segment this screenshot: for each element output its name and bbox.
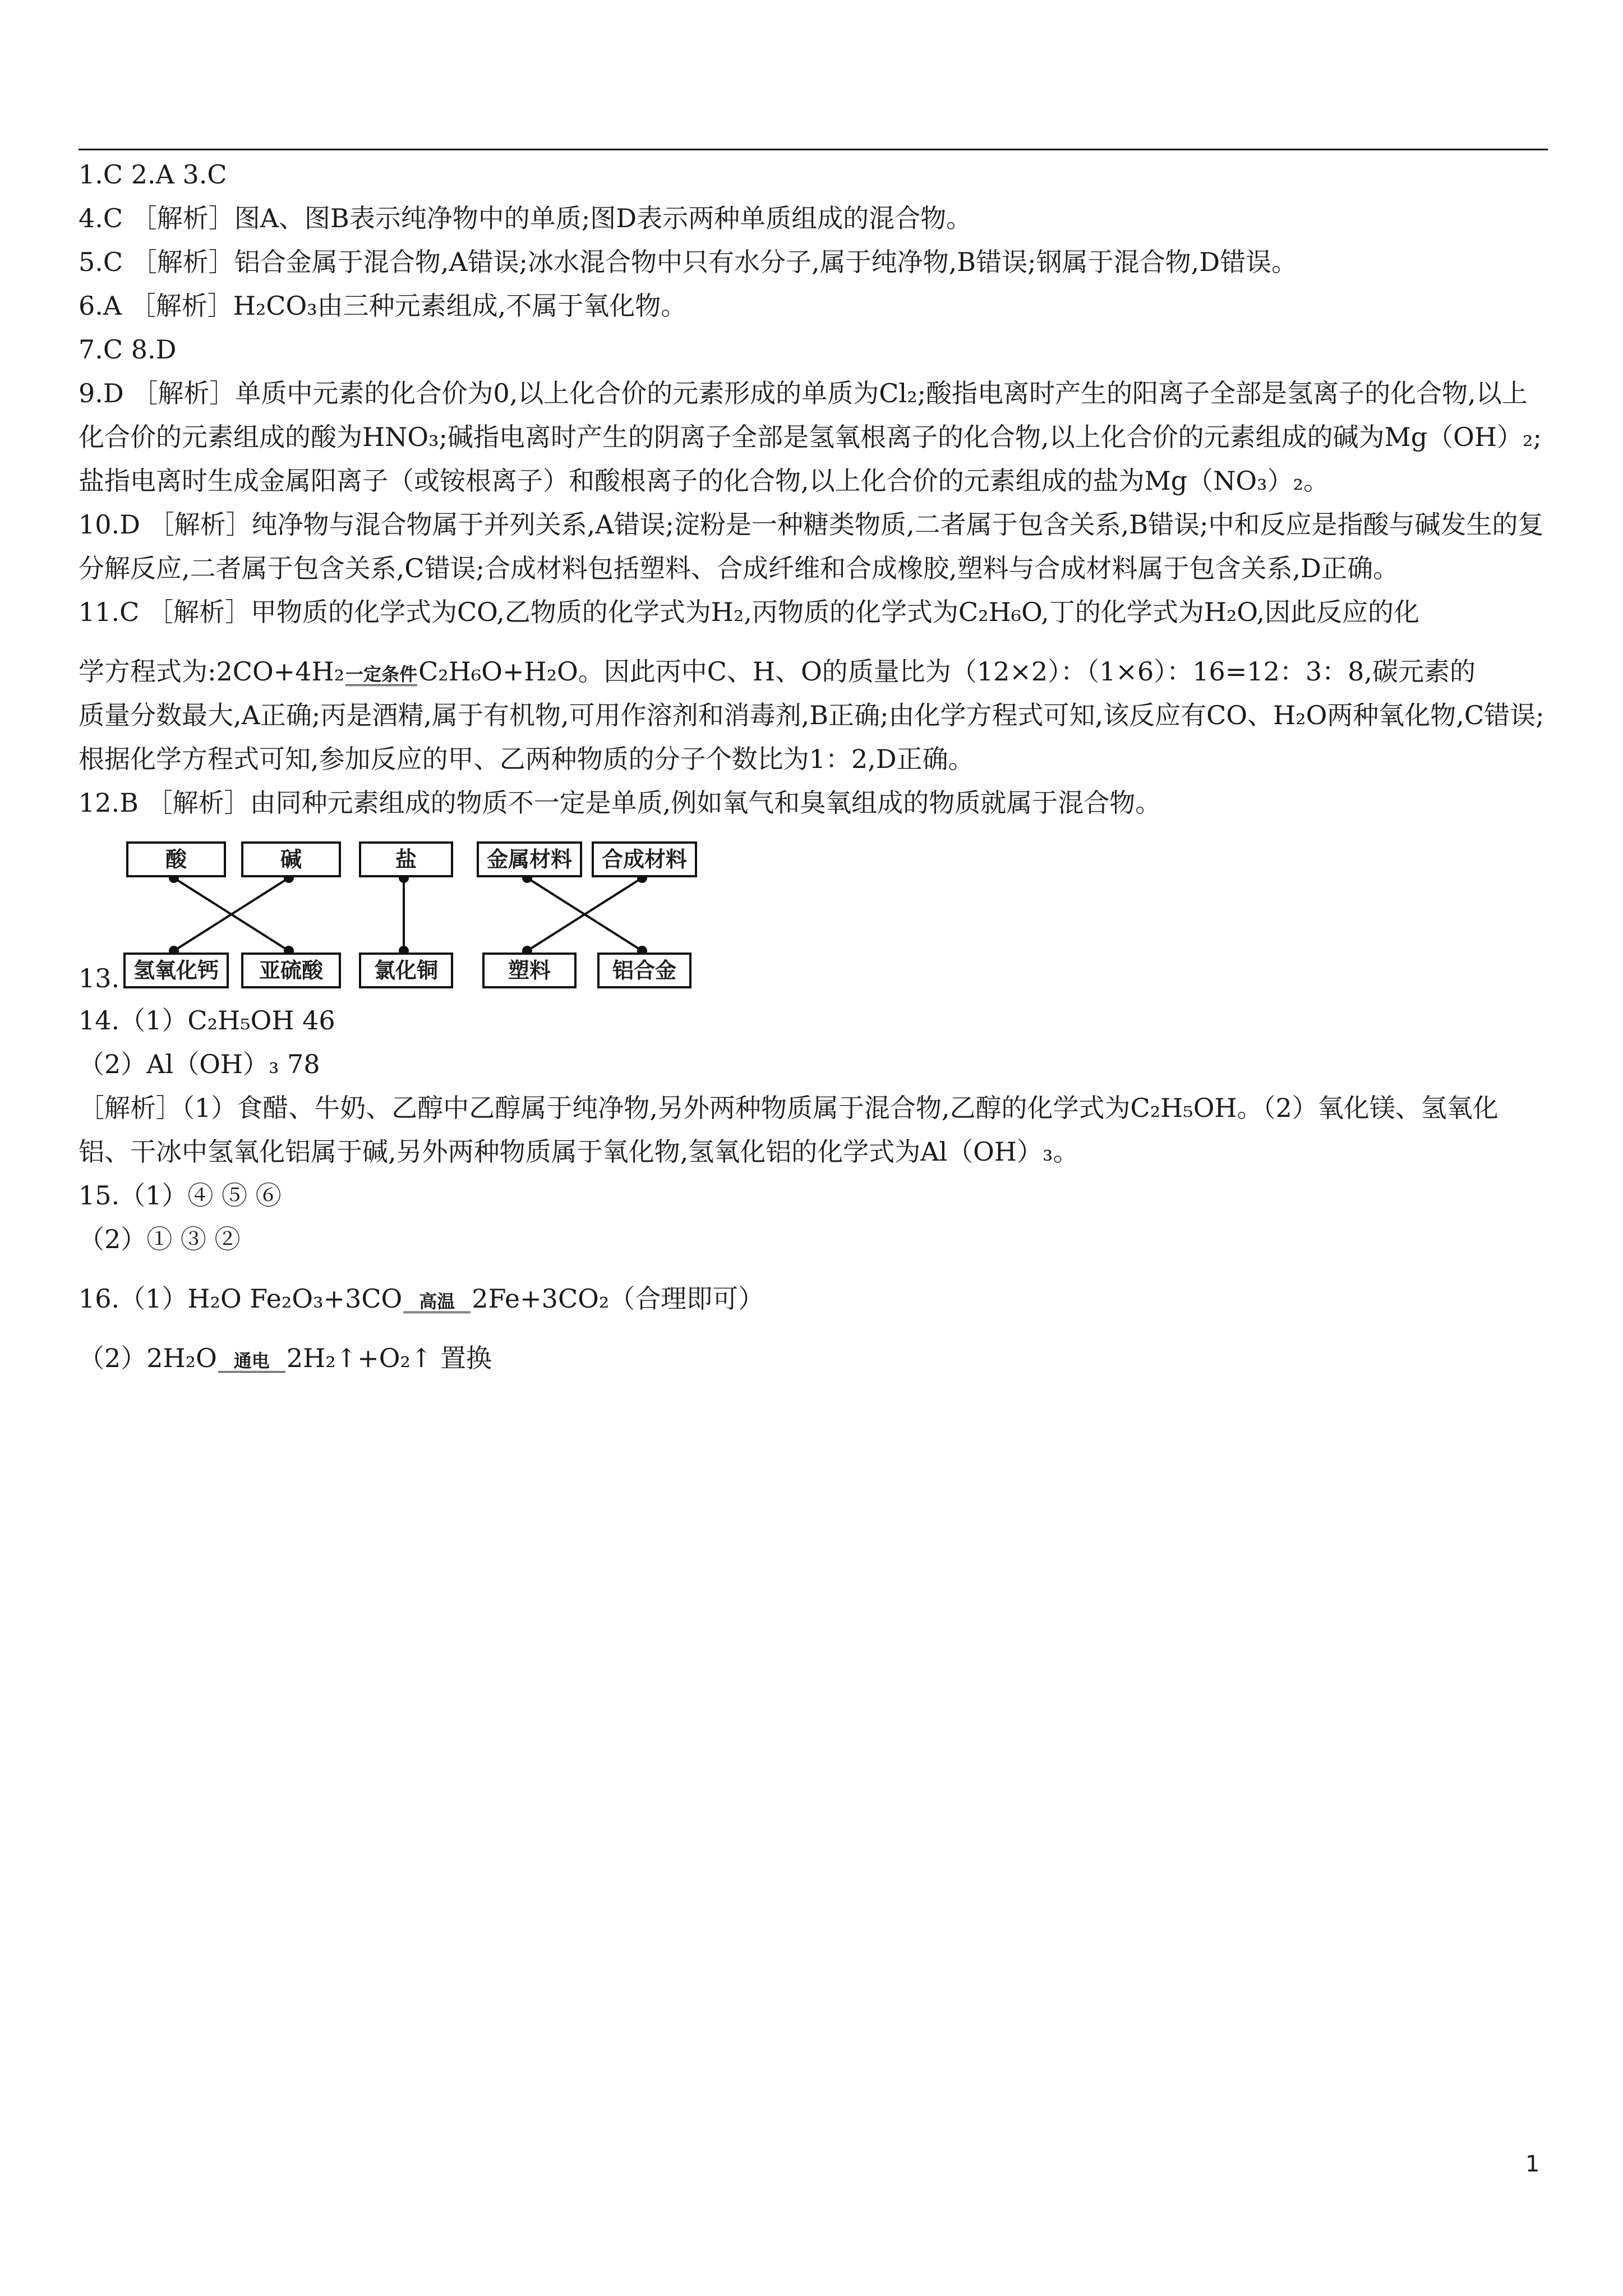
q13-number: 13.: [79, 963, 120, 993]
answer-q16-1: [79, 1277, 1548, 1320]
box-calcium-hydroxide: 氢氧化钙: [123, 953, 229, 988]
top-rule: [79, 149, 1548, 150]
condition-label: 高温: [419, 1291, 455, 1312]
box-base: 碱: [241, 841, 341, 877]
answer-q11-equation: [79, 650, 1548, 693]
answer-q14-2: （2）Al（OH）₃ 78: [79, 1049, 320, 1079]
answer-q11-line1: 11.C ［解析］甲物质的化学式为CO,乙物质的化学式为H₂,丙物质的化学式为C₂H₆O,丁的化学式为H₂O,因此反应的化: [79, 597, 1420, 627]
box-salt: 盐: [359, 841, 453, 877]
answer-q12: 12.B ［解析］由同种元素组成的物质不一定是单质,例如氧气和臭氧组成的物质就属于混合物。: [79, 788, 1161, 818]
answer-q1-3: 1.C 2.A 3.C: [79, 159, 227, 190]
box-copper-chloride: 氯化铜: [359, 953, 453, 988]
answer-q14-explanation: ［解析］（1）食醋、牛奶、乙醇中乙醇属于纯净物,另外两种物质属于混合物,乙醇的化学式为C₂H₅OH。（2）氧化镁、氢氧化铝、干冰中氢氧化铝属于碱,另外两种物质属于氧化物,氢氧化铝的化学式为Al（OH）₃。: [79, 1093, 1498, 1167]
reaction-condition-arrow: [403, 1291, 471, 1315]
equation-right: C₂H₆O+H₂O。因此丙中C、H、O的质量比为（12×2）：（1×6）：16=12：3：8,碳元素的: [418, 656, 1476, 687]
condition-label: 一定条件: [345, 664, 418, 685]
answer-q15-1: 15.（1）④ ⑤ ⑥: [79, 1180, 282, 1211]
box-aluminum-alloy: 铝合金: [597, 953, 691, 988]
box-sulfurous-acid: 亚硫酸: [241, 953, 341, 988]
q16-2-left: （2）2H₂O: [79, 1343, 217, 1373]
equation-left: 学方程式为:2CO+4H₂: [79, 656, 345, 687]
q16-1-left: 16.（1）H₂O Fe₂O₃+3CO: [79, 1283, 403, 1314]
box-metal-materials: 金属材料: [477, 841, 582, 877]
answer-q11-rest: 质量分数最大,A正确;丙是酒精,属于有机物,可用作溶剂和消毒剂,B正确;由化学方程式可知,该反应有CO、H₂O两种氧化物,C错误;根据化学方程式可知,参加反应的甲、乙两种物质的分子个数比为1：2,D正确。: [79, 700, 1544, 774]
answer-q6: 6.A ［解析］H₂CO₃由三种元素组成,不属于氧化物。: [79, 291, 687, 321]
equals-sign: [218, 1371, 285, 1375]
page-number: 1: [1525, 2151, 1540, 2177]
answer-q16-2: [79, 1336, 1548, 1380]
answer-q7-8: 7.C 8.D: [79, 334, 177, 365]
reaction-condition-arrow: [345, 664, 417, 688]
box-plastic: 塑料: [482, 953, 577, 988]
q13-matching-diagram: [79, 825, 1548, 999]
answer-q15-2: （2）① ③ ②: [79, 1224, 241, 1254]
answer-q14-1: 14.（1）C₂H₅OH 46: [79, 1005, 335, 1036]
equals-sign: [403, 1312, 471, 1315]
condition-label: 通电: [233, 1350, 270, 1372]
answer-q4: 4.C ［解析］图A、图B表示纯净物中的单质;图D表示两种单质组成的混合物。: [79, 203, 972, 233]
reaction-condition-arrow: [218, 1351, 285, 1375]
answer-content: [79, 153, 1548, 1380]
equals-sign: [345, 684, 417, 688]
box-acid: 酸: [126, 841, 226, 877]
q16-1-right: 2Fe+3CO₂（合理即可）: [472, 1283, 764, 1314]
box-synthetic-materials: 合成材料: [592, 841, 697, 877]
answer-q10: 10.D ［解析］纯净物与混合物属于并列关系,A错误;淀粉是一种糖类物质,二者属于包含关系,B错误;中和反应是指酸与碱发生的复分解反应,二者属于包含关系,C错误;合成材料包括塑料、合成纤维和合成橡胶,塑料与合成材料属于包含关系,D正确。: [79, 509, 1544, 583]
answer-q5: 5.C ［解析］铝合金属于混合物,A错误;冰水混合物中只有水分子,属于纯净物,B错误;钢属于混合物,D错误。: [79, 247, 1298, 277]
answer-q9: 9.D ［解析］单质中元素的化合价为0,以上化合价的元素形成的单质为Cl₂;酸指电离时产生的阳离子全部是氢离子的化合物,以上化合价的元素组成的酸为HNO₃;碱指电离时产生的阴离子全部是氢氧根离子的化合物,以上化合价的元素组成的碱为Mg（OH）₂;盐指电离时生成金属阳离子（或铵根离子）和酸根离子的化合物,以上化合价的元素组成的盐为Mg（NO₃）₂。: [79, 378, 1542, 496]
q16-2-right: 2H₂↑+O₂↑ 置换: [286, 1343, 492, 1373]
